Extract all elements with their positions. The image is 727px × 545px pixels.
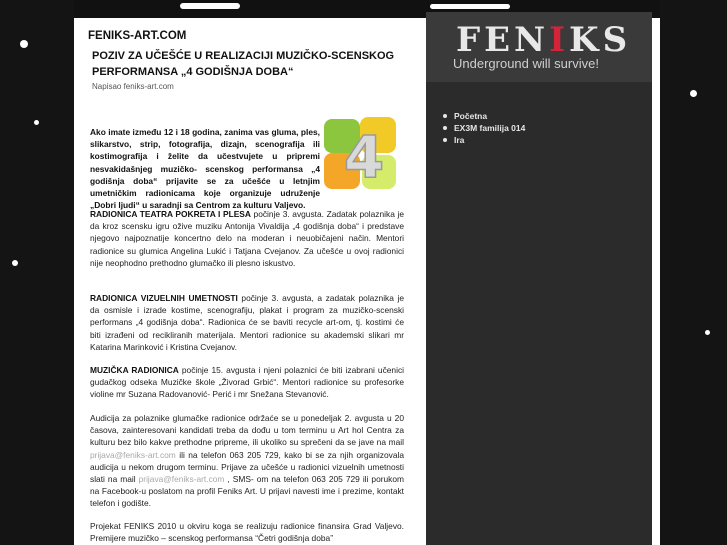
grunge-left-border	[0, 0, 74, 545]
sidebar	[426, 12, 652, 545]
paragraph-music-text: počinje 15. avgusta i njeni polaznici će biti izabrani učenici gudačkog odseka Muzičke škole „Živorad Grbić“. Mentori radionice su profesorke violine mr Suzana Radovanović- Perić i mr Snežana Stevanović.	[90, 365, 404, 400]
sidebar-header	[426, 12, 652, 82]
four-seasons-logo	[320, 113, 402, 195]
grunge-right-border	[660, 0, 727, 545]
paragraph-audition-text-c: , SMS- om na telefon 063 205 729 ili porukom na Facebook-u poslatom na profil Feniks Art. U prijavi navesti ime i prezime, kontakt telefon i godište.	[90, 474, 405, 509]
paragraph-theatre	[90, 208, 404, 269]
email-link-1[interactable]: prijava@feniks-art.com	[90, 449, 176, 460]
paragraph-audition	[90, 412, 404, 510]
grunge-speck	[20, 40, 28, 48]
feniks-logo-part-2: I	[549, 20, 570, 60]
post-title[interactable]: POZIV ZA UČEŠĆE U REALIZACIJI MUZIČKO-SCENSKOG PERFORMANSA „4 GODIŠNJA DOBA“	[92, 50, 395, 78]
feniks-logo[interactable]	[456, 20, 631, 60]
sidebar-tagline: Underground will survive!	[453, 56, 599, 71]
site-title[interactable]: FENIKS-ART.COM	[88, 30, 187, 42]
main-content	[82, 18, 415, 545]
paragraph-visual-arts-text: počinje 3. avgusta, a zadatak polaznika je da osmisle i izrade kostime, scenografiju, plakat i program za muzičko-scenski performans „4 godišnja doba“. Radionica će se baviti recycle art-om, tj. kostimi će biti izrađeni od recikliranih materijala. Mentori radionice su akademski slikari mr Katarina Marinković i Kristina Cvejanov.	[90, 293, 404, 352]
nav-item-ira[interactable]: Ira	[441, 134, 525, 146]
nav-item-pocetna[interactable]: Početna	[441, 110, 525, 122]
grunge-speck	[34, 120, 39, 125]
grunge-speck	[12, 260, 18, 266]
logo-four-text: 4	[343, 123, 385, 191]
paragraph-music	[90, 364, 404, 401]
paragraph-visual-arts-lead: RADIONICA VIZUELNIH UMETNOSTI	[90, 293, 238, 303]
nav-item-ex3m-familija[interactable]: EX3M familija 014	[441, 122, 525, 134]
paragraph-visual-arts	[90, 292, 404, 353]
paragraph-theatre-text: počinje 3. avgusta. Zadatak polaznika je da kroz scensku igru ožive muziku Antonija Vivaldija „4 godišnja doba“ i predstave njegovo najpoznatije koncertno delo na moderan i neuobičajeni način. Mentori radionice su glumica Angelina Lukić i Tatjana Cvejanov. Za učešće u ovoj radionici nije neophodno prethodno glumačko ili plesno iskustvo.	[90, 209, 404, 268]
paragraph-audition-text-a: Audicija za polaznike glumačke radionice održaće se u ponedeljak 2. avgusta u 20 časova, zainteresovani kandidati treba da dođu u tom terminu u Art hol Centra za kulturu bez bilo kakve prethodne pripreme, ili ukoliko su sprečeni da se jave na mail	[90, 413, 404, 448]
email-link-2[interactable]: prijava@feniks-art.com	[138, 474, 225, 485]
grunge-speck	[690, 90, 697, 97]
post-byline: Napisao feniks-art.com	[92, 82, 174, 91]
paragraph-project: Projekat FENIKS 2010 u okviru koga se realizuju radionice finansira Grad Valjevo. Premijere muzičko – scenskog performansa “Četri godišnja doba”	[90, 521, 404, 544]
grunge-speck	[430, 4, 510, 9]
grunge-speck	[705, 330, 710, 335]
paragraph-audition-text-b: ili na telefon 063 205 729, kako bi se za njih organizovala audicija u nekom drugom terminu. Prijave za učešće u radionici vizuelnih umetnosti slati na mail	[90, 449, 404, 485]
post-intro: Ako imate između 12 i 18 godina, zanima vas gluma, ples, slikarstvo, strip, fotografija, dizajn, scenografija ili kostimografija i želite da učestvujete u pripremi nesvakidašnjeg muzičko- scenskog performansa „4 godišnja doba“ prijavite se za učešće u letnjim umetničkim radionicama koje organizuje udruženje „Dobri ljudi“ u saradnji sa Centrom za kulturu Valjevo.	[90, 127, 320, 211]
paragraph-music-lead: MUZIČKA RADIONICA	[90, 365, 179, 375]
grunge-speck	[180, 3, 240, 9]
paragraph-theatre-lead: RADIONICA TEATRA POKRETA I PLESA	[90, 209, 251, 219]
feniks-logo-part-3: KS	[569, 20, 632, 60]
sidebar-nav	[441, 110, 525, 146]
feniks-logo-part-1: FEN	[456, 20, 550, 60]
